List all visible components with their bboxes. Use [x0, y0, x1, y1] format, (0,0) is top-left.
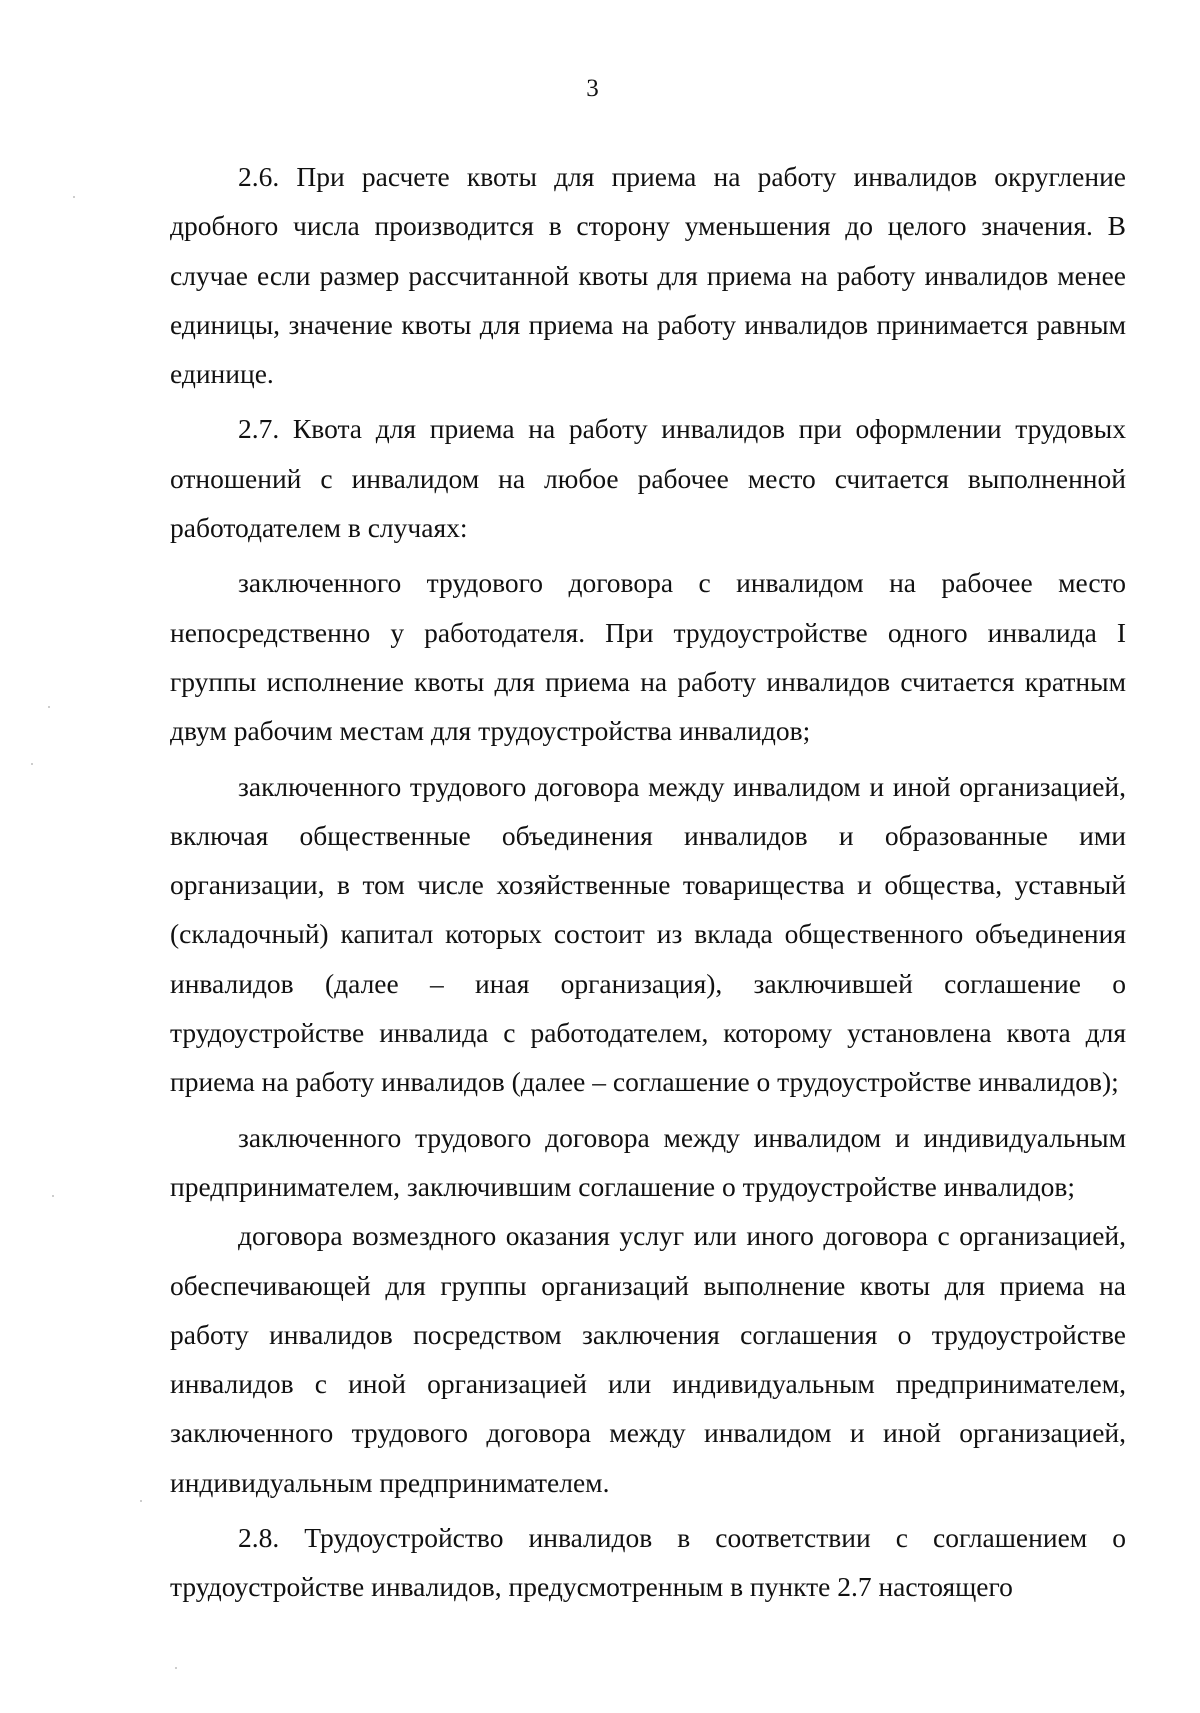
paragraph-2-8: 2.8. Трудоустройство инвалидов в соответствии с соглашением о трудоустройстве инвалидов, предусмотренным в пункте 2.7 настоящего — [170, 1522, 1126, 1603]
paragraph-2-7: 2.7. Квота для приема на работу инвалидов при оформлении трудовых отношений с инвалидом на любое рабочее место считается выполненной работодателем в случаях: — [170, 413, 1126, 544]
list-item-service-contract: договора возмездного оказания услуг или иного договора с организацией, обеспечивающей для группы организаций выполнение квоты для приема на работу инвалидов посредством заключения соглашения о трудоустройстве инвалидов с иной организацией или индивидуальным предпринимателем, заключенного трудового договора между инвалидом и иной организацией, индивидуальным предпринимателем. — [170, 1220, 1126, 1498]
scan-speck — [31, 763, 33, 765]
paragraph-2-6: 2.6. При расчете квоты для приема на работу инвалидов округление дробного числа производится в сторону уменьшения до целого значения. В случае если размер рассчитанной квоты для приема на работу инвалидов менее единицы, значение квоты для приема на работу инвалидов принимается равным единице. — [170, 161, 1126, 390]
scan-speck — [140, 1500, 142, 1502]
document-body — [170, 146, 1126, 1612]
list-item-direct-employment: заключенного трудового договора с инвалидом на рабочее место непосредственно у работодателя. При трудоустройстве одного инвалида I группы исполнение квоты для приема на работу инвалидов считается кратным двум рабочим местам для трудоустройства инвалидов; — [170, 567, 1126, 747]
scan-speck — [73, 196, 75, 198]
list-item-individual-entrepreneur: заключенного трудового договора между инвалидом и индивидуальным предпринимателем, заключившим соглашение о трудоустройстве инвалидов; — [170, 1121, 1126, 1202]
scan-speck — [175, 1667, 177, 1669]
list-item-other-organization: заключенного трудового договора между инвалидом и иной организацией, включая общественные объединения инвалидов и образованные ими организации, в том числе хозяйственные товарищества и общества, уставный (складочный) капитал которых состоит из вклада общественного объединения инвалидов (далее – иная организация), заключившей соглашение о трудоустройстве инвалида с работодателем, которому установлена квота для приема на работу инвалидов (далее – соглашение о трудоустройстве инвалидов); — [170, 770, 1126, 1098]
page-number: 3 — [586, 75, 599, 102]
scan-speck — [48, 706, 50, 708]
scan-speck — [52, 1195, 54, 1197]
